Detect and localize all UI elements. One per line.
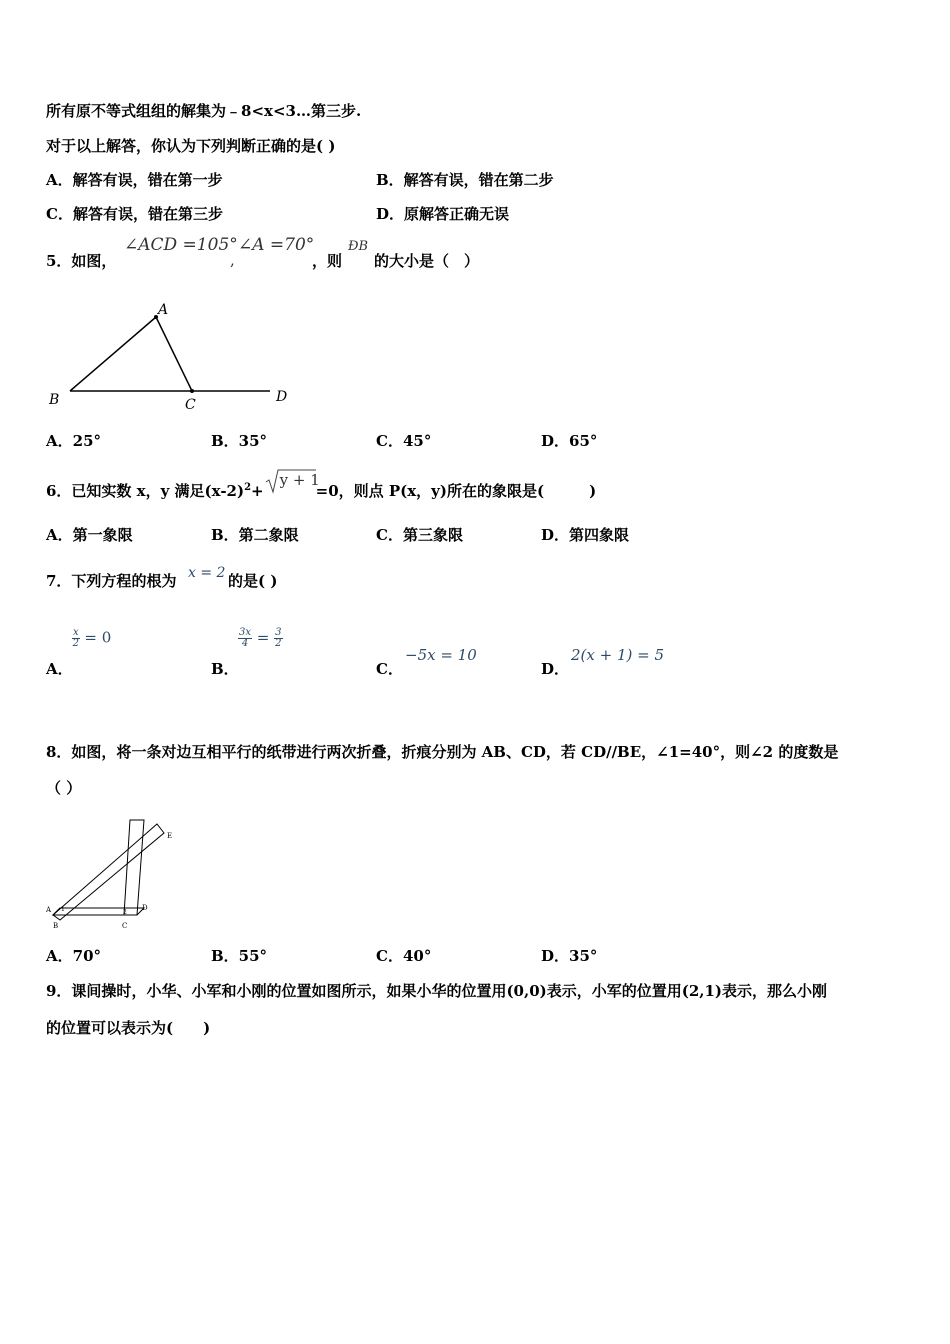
q4-option-b: B．解答有误，错在第二步 [376,171,554,189]
q4-option-c: C．解答有误，错在第三步 [46,205,223,223]
strip-vertical [124,820,144,915]
q6-option-d: D．第四象限 [541,526,630,544]
q6-option-c: C．第三象限 [376,526,463,544]
label-d: D [142,904,148,912]
q8-option-c: C．40° [376,947,432,965]
q8-question: 8．如图，将一条对边互相平行的纸带进行两次折叠，折痕分别为 AB、CD，若 CD//BE，∠1=40°，则∠2 的度数是 [46,743,839,761]
q7-option-c-label: C． [376,660,403,678]
line-ac [156,317,192,391]
q8-option-b: B．55° [211,947,268,965]
frac-num-2: 3 [275,627,282,638]
q5-option-a: A．25° [46,432,102,450]
label-c: C [122,922,128,930]
q6-option-b: B．第二象限 [211,526,299,544]
q7-option-b-label: B． [211,660,239,678]
q7-option-d-expr: 2(x + 1) = 5 [571,646,665,664]
q7-root: x = 2 [188,565,226,581]
angle-1: 1 [61,906,65,913]
fold-ab [53,908,60,915]
q5-triangle-figure [40,296,300,416]
q5-option-c: C．45° [376,432,432,450]
label-d: D [276,389,288,405]
label-a: A [46,906,52,914]
q6-sqrt [264,471,320,498]
q8-option-a: A．70° [46,947,102,965]
q8-option-d: D．35° [541,947,598,965]
q6-plus: + [251,482,264,500]
q4-option-a: A．解答有误，错在第一步 [46,171,223,189]
line-ba [70,317,156,391]
q7-option-d-label: D． [541,660,570,678]
point-c [190,389,194,393]
q5-option-d: D．65° [541,432,598,450]
frac-den-2: 2 [275,638,282,649]
frac-den-1: 4 [241,638,249,649]
eq-sign: = [256,628,270,647]
frac-den: 2 [72,638,79,649]
label-a: A [158,302,169,318]
label-b: B [49,392,60,408]
frac-num: x [73,627,79,638]
q7-option-a-label: A． [46,660,73,678]
question-prompt: 对于以上解答，你认为下列判断正确的是( ) [46,137,336,155]
q6-square: 2 [244,482,252,493]
q7-prefix: 7．下列方程的根为 [46,572,177,590]
eq-rest: = 0 [84,628,112,647]
q7-suffix: 的是( ) [228,572,278,590]
q5-suffix: 的大小是（ ） [374,252,480,270]
label-b: B [53,922,59,930]
label-c: C [185,397,196,413]
q6-option-a: A．第一象限 [46,526,133,544]
q5-angle-a: ∠A =70° [238,235,315,255]
q5-mid: ，则 [312,252,343,270]
q6-question [46,471,597,501]
q7-option-b-expr [238,628,283,649]
q5-angle-acd: ∠ACD =105° [124,235,238,255]
q6-sqrt-expr: y + 1 [279,471,320,489]
q5-prefix: 5．如图， [46,252,117,270]
q8-paren: （ ） [46,779,82,797]
q8-folded-strip-figure [44,814,184,934]
q5-angle-b: ÐB [348,239,369,254]
q5-separator: , [230,251,235,269]
solution-conclusion: 所有原不等式组组的解集为﹣8<x<3…第三步. [46,102,362,120]
label-e: E [167,832,173,840]
q4-option-d: D．原解答正确无误 [376,205,510,223]
q5-option-b: B．35° [211,432,268,450]
q6-prefix: 6．已知实数 x，y 满足(x-2) [46,482,245,500]
frac-num-1: 3x [239,627,252,638]
q7-option-c-expr: −5x = 10 [405,646,477,664]
q9-line1: 9．课间操时，小华、小军和小刚的位置如图所示，如果小华的位置用(0,0)表示，小军的位置用(2,1)表示，那么小刚 [46,982,828,1000]
angle-2: 2 [123,909,127,916]
q9-line2: 的位置可以表示为( ) [46,1019,211,1037]
q7-option-a-expr [72,628,111,649]
q6-suffix: =0，则点 P(x，y)所在的象限是( ) [315,482,597,500]
